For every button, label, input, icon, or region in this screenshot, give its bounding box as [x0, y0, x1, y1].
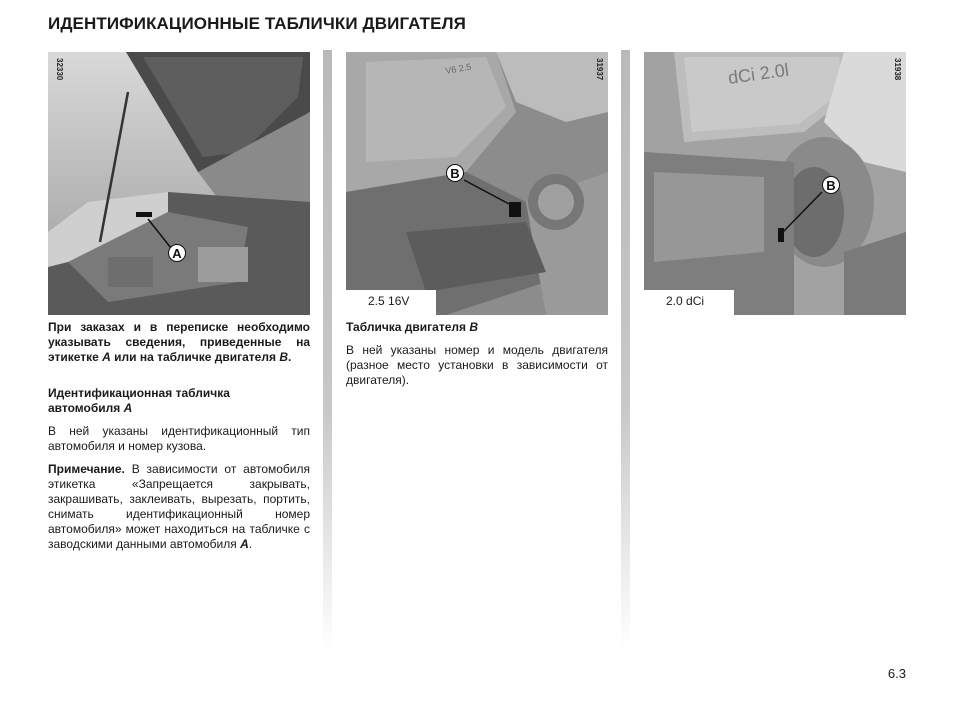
photo-hood-open-drawing — [48, 52, 310, 315]
vehicle-plate-heading: Идентификационная табличка автомобиля A — [48, 386, 230, 415]
column-1-text — [48, 320, 310, 560]
engine-caption-text: 2.0 dCi — [666, 294, 705, 308]
marker-a: A — [168, 244, 186, 262]
photo-engine-25-16v — [346, 52, 608, 315]
page-title: ИДЕНТИФИКАЦИОННЫЕ ТАБЛИЧКИ ДВИГАТЕЛЯ — [48, 14, 466, 33]
engraving-text: V6 2.5 — [444, 61, 472, 76]
photo-code: 31938 — [893, 58, 902, 81]
photo-engine-20-drawing — [644, 52, 906, 315]
page-number: 6.3 — [887, 666, 906, 681]
engine-caption — [346, 290, 436, 315]
engine-plate-heading: Табличка двигателя B — [346, 320, 479, 334]
column-divider-2 — [621, 50, 630, 650]
marker-b: B — [822, 176, 840, 194]
column-2-text — [346, 320, 608, 396]
photo-code: 31937 — [595, 58, 604, 81]
column-divider-1 — [323, 50, 332, 650]
note-paragraph: Примечание. В зависимости от автомобиля этикетка «Запрещается закрывать, закрашивать, заклеивать, вырезать, портить, снимать идентификационный номер автомобиля» может находиться на табличке с заводскими данными автомобиля A. — [48, 462, 310, 551]
photo-hood-open — [48, 52, 310, 315]
intro-paragraph: При заказах и в переписке необходимо указывать сведения, приведенные на этикетке A или на табличке двигателя B. — [48, 320, 310, 364]
engraving-text: dCi 2.0l — [726, 59, 790, 88]
marker-b: B — [446, 164, 464, 182]
engine-caption-text: 2.5 16V — [368, 294, 410, 308]
photo-engine-25-drawing — [346, 52, 608, 315]
photo-code: 32330 — [55, 58, 64, 81]
vehicle-plate-body: В ней указаны идентификационный тип автомобиля и номер кузова. — [48, 424, 310, 453]
engine-plate-body: В ней указаны номер и модель двигателя (разное место установки в зависимости от двигателя). — [346, 343, 608, 387]
engine-caption — [644, 290, 734, 315]
photo-engine-20-dci — [644, 52, 906, 315]
